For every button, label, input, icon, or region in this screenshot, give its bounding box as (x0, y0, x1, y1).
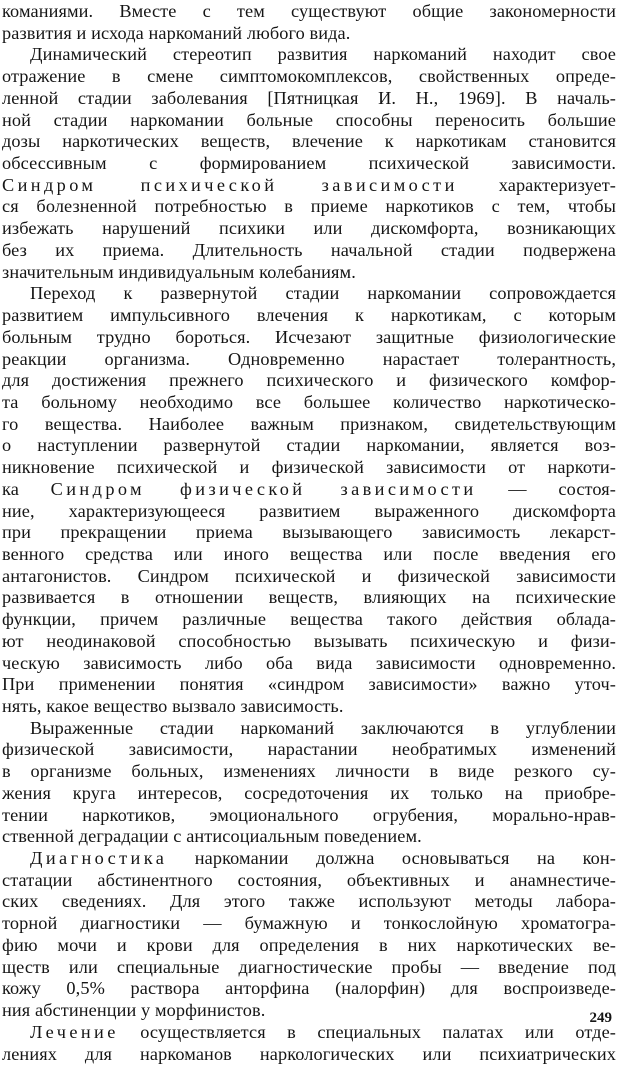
text-line: антагонистов. Синдром психической и физической зависимости (2, 566, 616, 588)
text-line: ских сведениях. Для этого также используют методы лабора- (2, 891, 616, 913)
text-line: кожу 0,5% раствора анторфина (налорфин) для воспроизведе- (2, 978, 616, 1000)
text-line: та больному необходимо все большее количество наркотическо- (2, 392, 616, 414)
text-line: жения круга интересов, сосредоточения их только на приобре- (2, 783, 616, 805)
text-line: го вещества. Наиболее важным признаком, свидетельствующим (2, 414, 616, 436)
text-line: о наступлении развернутой стадии наркомании, является воз- (2, 435, 616, 457)
text-line: ществ или специальные диагностические пробы — введение под (2, 957, 616, 979)
text-line: развивается в отношении веществ, влияющих на психические (2, 587, 616, 609)
text-line: никновение психической и физической зависимости от наркоти- (2, 457, 616, 479)
text-line: тении наркотиков, эмоционального огрубения, морально-нрав- (2, 805, 616, 827)
text-line: Переход к развернутой стадии наркомании сопровождается (2, 283, 616, 305)
text-line: функции, причем различные вещества такого действия облада- (2, 609, 616, 631)
text-line: лениях для наркоманов наркологических или психиатрических (2, 1044, 616, 1065)
text-line: реакции организма. Одновременно нарастает толерантность, (2, 349, 616, 371)
text-line: ной стадии наркомании больные способны переносить большие (2, 110, 616, 132)
text-line: избежать нарушений психики или дискомфорта, возникающих (2, 218, 616, 240)
text-line: без их приема. Длительность начальной стадии подвержена (2, 240, 616, 262)
text-line: физической зависимости, нарастании необратимых изменений (2, 739, 616, 761)
page-number: 249 (590, 1010, 613, 1027)
text-line: ние, характеризующееся развитием выраженного дискомфорта (2, 501, 616, 523)
text-line: При применении понятия «синдром зависимости» важно уточ- (2, 674, 616, 696)
text-line: ческую зависимость либо оба вида зависимости одновременно. (2, 653, 616, 675)
text-line: Синдром психической зависимости характеризует- (2, 175, 616, 197)
text-line: дозы наркотических веществ, влечение к наркотикам становится (2, 131, 616, 153)
text-line: статации абстинентного состояния, объективных и анамнестиче- (2, 870, 616, 892)
text-line: значительным индивидуальным колебаниям. (2, 262, 616, 284)
text-line: торной диагностики — бумажную и тонкослойную хроматогра- (2, 913, 616, 935)
text-line: развитием импульсивного влечения к наркотикам, с которым (2, 305, 616, 327)
text-line: Лечение осуществляется в специальных палатах или отде- (2, 1022, 616, 1044)
text-line: ния абстиненции у морфинистов. (2, 1000, 616, 1022)
body-text (2, 1, 616, 1065)
text-line: обсессивным с формированием психической зависимости. (2, 153, 616, 175)
text-line: ся болезненной потребностью в приеме наркотиков с тем, чтобы (2, 196, 616, 218)
text-line: отражение в смене симптомокомплексов, свойственных опреде- (2, 66, 616, 88)
text-line: Динамический стереотип развития наркоманий находит свое (2, 44, 616, 66)
text-line: ют неодинаковой способностью вызывать психическую и физи- (2, 631, 616, 653)
text-line: при прекращении приема вызывающего зависимость лекарст- (2, 522, 616, 544)
text-line: больным трудно бороться. Исчезают защитные физиологические (2, 327, 616, 349)
text-line: фию мочи и крови для определения в них наркотических ве- (2, 935, 616, 957)
text-line: венного средства или иного вещества или после введения его (2, 544, 616, 566)
text-line: ственной деградации с антисоциальным поведением. (2, 826, 616, 848)
text-line: для достижения прежнего психического и физического комфор- (2, 370, 616, 392)
text-line: развития и исхода наркоманий любого вида. (2, 23, 616, 45)
text-line: в организме больных, изменениях личности в виде резкого су- (2, 761, 616, 783)
text-line: нять, какое вещество вызвало зависимость. (2, 696, 616, 718)
text-line: Выраженные стадии наркоманий заключаются в углублении (2, 718, 616, 740)
text-line: Диагностика наркомании должна основываться на кон- (2, 848, 616, 870)
text-line: ка Синдром физической зависимости — состоя- (2, 479, 616, 501)
text-line: ленной стадии заболевания [Пятницкая И. Н., 1969]. В началь- (2, 88, 616, 110)
text-line: команиями. Вместе с тем существуют общие закономерности (2, 1, 616, 23)
